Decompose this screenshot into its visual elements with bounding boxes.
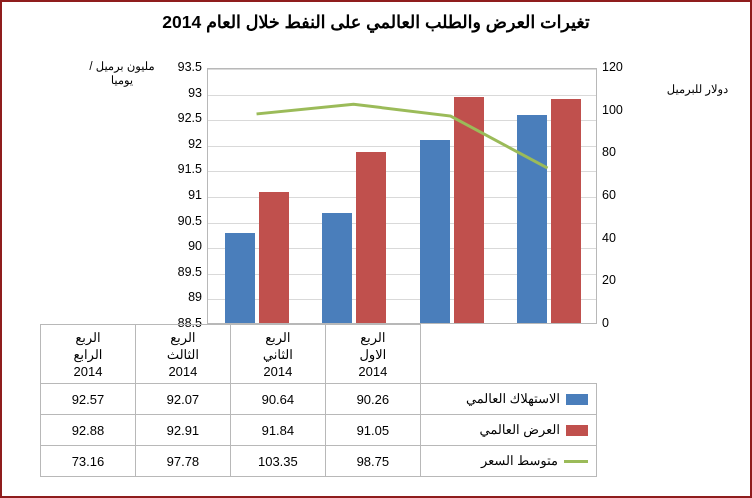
table-row-consumption <box>41 384 597 415</box>
left-axis-tick: 91.5 <box>177 162 202 177</box>
right-axis-tick: 40 <box>602 230 616 245</box>
left-axis-tick: 88.5 <box>177 316 202 330</box>
bar-supply-2 <box>454 97 484 323</box>
legend-label-price: متوسط السعر <box>480 453 558 468</box>
bar-consumption-1 <box>322 213 352 323</box>
category-cell-1: الربع الثاني 2014 <box>230 325 325 384</box>
left-axis-tick: 89.5 <box>177 264 202 279</box>
legend-key-price <box>420 446 596 477</box>
value-price-2: 97.78 <box>135 446 230 477</box>
value-consumption-0: 90.26 <box>325 384 420 415</box>
right-axis-tick: 80 <box>602 145 616 160</box>
left-axis-tick-labels <box>142 61 202 331</box>
right-axis-tick: 20 <box>602 273 616 288</box>
value-price-0: 98.75 <box>325 446 420 477</box>
value-supply-3: 92.88 <box>41 415 136 446</box>
value-price-1: 103.35 <box>230 446 325 477</box>
legend-swatch-supply <box>566 425 588 436</box>
chart-title: تغيرات العرض والطلب العالمي على النفط خلال العام 2014 <box>162 12 590 32</box>
bar-supply-3 <box>551 99 581 323</box>
legend-swatch-consumption <box>566 394 588 405</box>
plot-area <box>207 68 597 324</box>
bar-supply-0 <box>259 192 289 323</box>
left-axis-title: مليون برميل / يوميا <box>89 61 155 87</box>
gridline <box>208 69 596 70</box>
left-axis-tick: 90 <box>188 239 202 254</box>
table-corner-cell <box>420 325 596 384</box>
left-axis-tick: 92 <box>188 136 202 151</box>
value-supply-2: 92.91 <box>135 415 230 446</box>
data-table <box>40 324 597 477</box>
bar-supply-1 <box>356 152 386 323</box>
category-cell-0: الربع الاول 2014 <box>325 325 420 384</box>
left-axis-tick: 89 <box>188 290 202 305</box>
gridline <box>208 95 596 96</box>
category-cell-2: الربع الثالث 2014 <box>135 325 230 384</box>
right-axis-tick-labels <box>602 61 652 331</box>
category-cell-3: الربع الرابع 2014 <box>41 325 136 384</box>
right-axis-tick: 120 <box>602 60 623 74</box>
left-axis-tick: 91 <box>188 188 202 202</box>
legend-key-supply <box>420 415 596 446</box>
value-consumption-2: 92.07 <box>135 384 230 415</box>
legend-swatch-price <box>564 460 588 463</box>
legend-label-supply: العرض العالمي <box>479 422 560 437</box>
value-supply-1: 91.84 <box>230 415 325 446</box>
value-price-3: 73.16 <box>41 446 136 477</box>
legend-label-consumption: الاستهلاك العالمي <box>465 391 560 406</box>
bar-consumption-3 <box>517 115 547 323</box>
right-axis-title: دولار للبرميل <box>666 84 729 96</box>
legend-key-consumption <box>420 384 596 415</box>
value-supply-0: 91.05 <box>325 415 420 446</box>
left-axis-tick: 93 <box>188 85 202 100</box>
bar-consumption-0 <box>225 233 255 323</box>
table-row-price <box>41 446 597 477</box>
value-consumption-3: 92.57 <box>41 384 136 415</box>
value-consumption-1: 90.64 <box>230 384 325 415</box>
right-axis-tick: 100 <box>602 102 623 117</box>
right-axis-tick: 0 <box>602 316 609 330</box>
left-axis-tick: 92.5 <box>177 111 202 126</box>
table-row-supply <box>41 415 597 446</box>
table-row-categories <box>41 325 597 384</box>
bar-consumption-2 <box>420 140 450 323</box>
left-axis-tick: 93.5 <box>177 60 202 74</box>
left-axis-tick: 90.5 <box>177 213 202 228</box>
right-axis-tick: 60 <box>602 188 616 202</box>
